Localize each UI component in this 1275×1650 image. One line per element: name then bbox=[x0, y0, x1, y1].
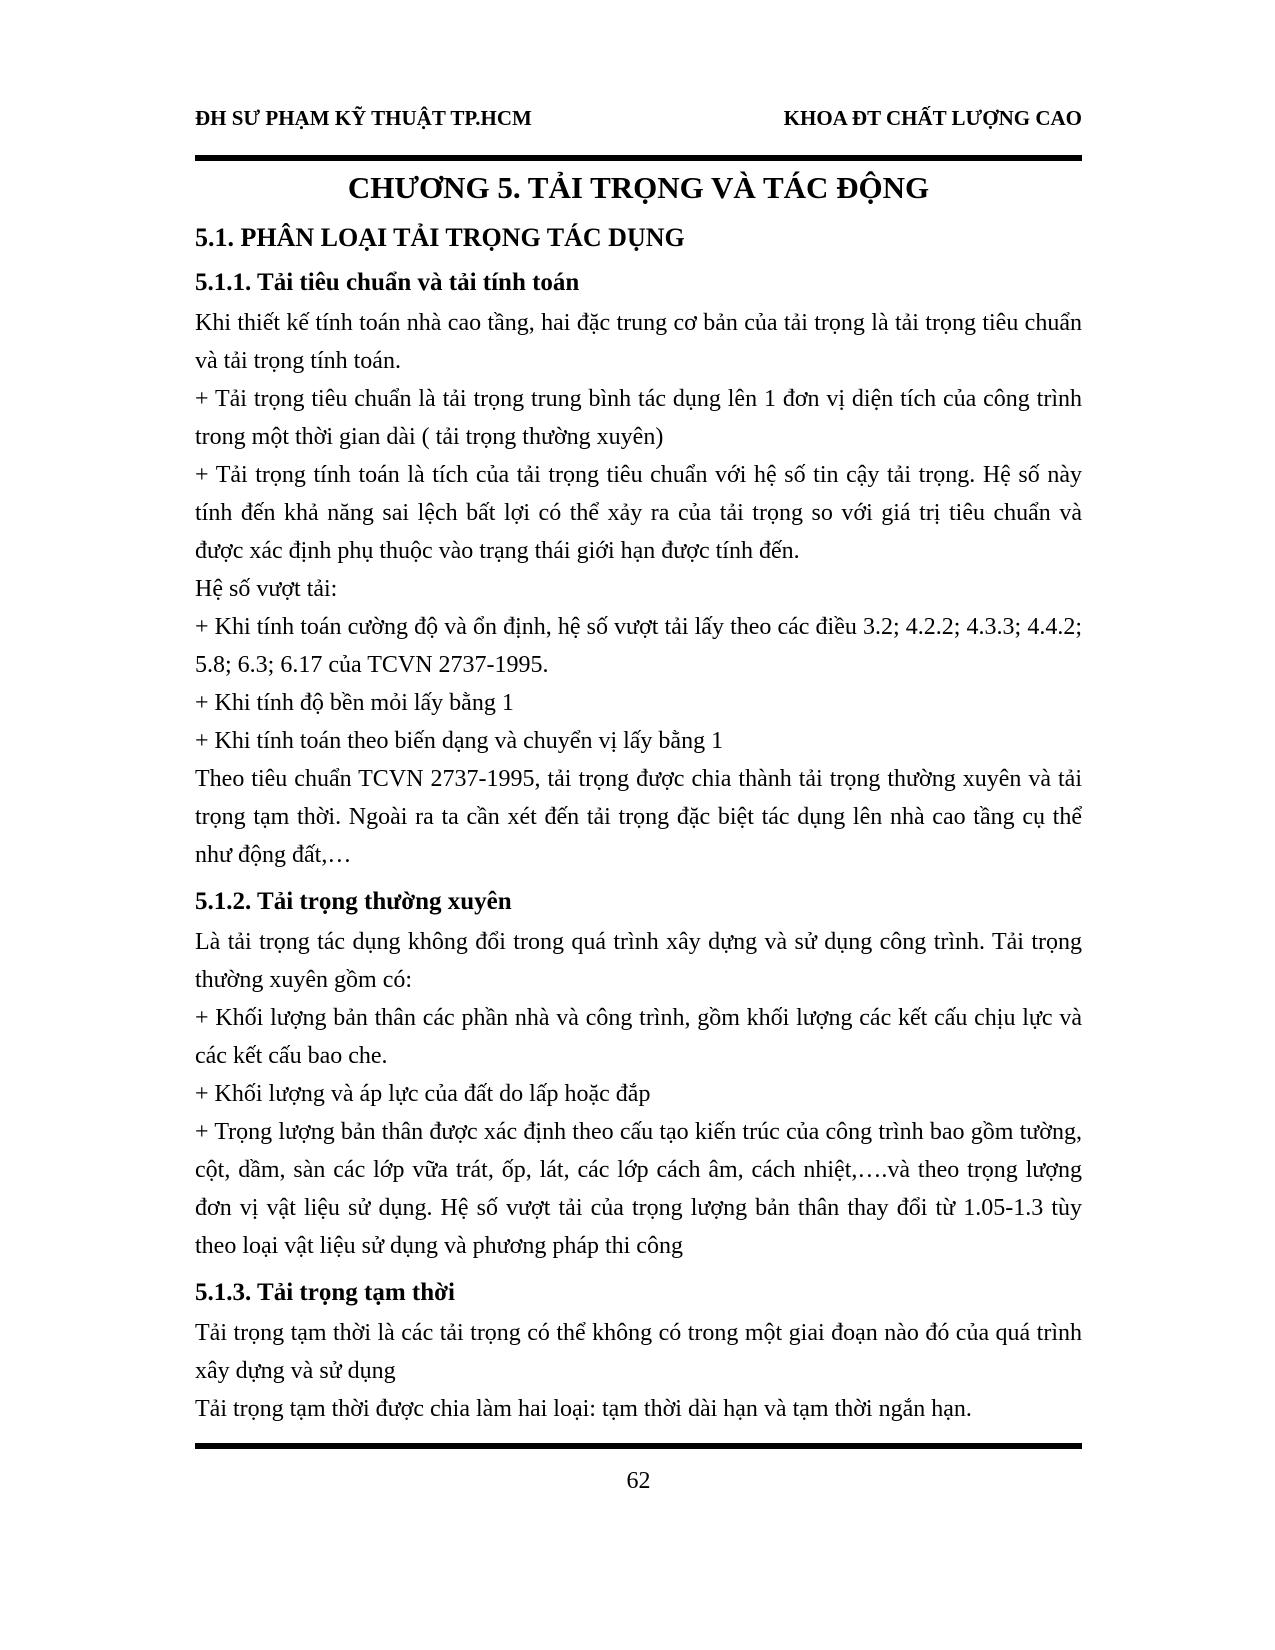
paragraph: + Khi tính độ bền mỏi lấy bằng 1 bbox=[195, 690, 514, 716]
paragraph: Hệ số vượt tải: bbox=[195, 576, 338, 602]
paragraph: Theo tiêu chuẩn TCVN 2737-1995, tải trọng được chia thành tải trọng thường xuyên và tải trọng tạm thời. Ngoài ra ta cần xét đến tải trọng đặc biệt tác dụng lên nhà cao tầng cụ thể như động đất,… bbox=[195, 766, 1082, 868]
page-footer bbox=[195, 1443, 1082, 1496]
paragraph: + Tải trọng tiêu chuẩn là tải trọng trung bình tác dụng lên 1 đơn vị diện tích của công trình trong một thời gian dài ( tải trọng thường xuyên) bbox=[195, 386, 1082, 450]
paragraph: + Khi tính toán theo biến dạng và chuyển vị lấy bằng 1 bbox=[195, 728, 724, 754]
chapter-title: CHƯƠNG 5. TẢI TRỌNG VÀ TÁC ĐỘNG bbox=[347, 170, 930, 205]
paragraph: Tải trọng tạm thời được chia làm hai loại: tạm thời dài hạn và tạm thời ngắn hạn. bbox=[195, 1396, 972, 1422]
section-heading-5-1: 5.1. PHÂN LOẠI TẢI TRỌNG TÁC DỤNG bbox=[195, 223, 685, 252]
page-content bbox=[195, 0, 1082, 1428]
paragraph: Tải trọng tạm thời là các tải trọng có thể không có trong một giai đoạn nào đó của quá trình xây dựng và sử dụng bbox=[195, 1320, 1082, 1384]
paragraph: + Khối lượng bản thân các phần nhà và công trình, gồm khối lượng các kết cấu chịu lực và các kết cấu bao che. bbox=[195, 1005, 1082, 1069]
subsection-heading-5-1-2: 5.1.2. Tải trọng thường xuyên bbox=[195, 888, 512, 915]
header-rule bbox=[195, 155, 1082, 161]
paragraph: + Khối lượng và áp lực của đất do lấp hoặc đắp bbox=[195, 1081, 651, 1107]
paragraph: + Trọng lượng bản thân được xác định theo cấu tạo kiến trúc của công trình bao gồm tường, cột, dầm, sàn các lớp vữa trát, ốp, lát, các lớp cách âm, cách nhiệt,….và theo trọng lượng đơn vị vật liệu sử dụng. Hệ số vượt tải của trọng lượng bản thân thay đổi từ 1.05-1.3 tùy theo loại vật liệu sử dụng và phương pháp thi công bbox=[195, 1119, 1082, 1259]
paragraph: + Khi tính toán cường độ và ổn định, hệ số vượt tải lấy theo các điều 3.2; 4.2.2; 4.3.3; 4.4.2; 5.8; 6.3; 6.17 của TCVN 2737-1995. bbox=[195, 614, 1082, 678]
paragraph: Là tải trọng tác dụng không đổi trong quá trình xây dựng và sử dụng công trình. Tải trọng thường xuyên gồm có: bbox=[195, 929, 1082, 993]
subsection-heading-5-1-3: 5.1.3. Tải trọng tạm thời bbox=[195, 1279, 455, 1306]
subsection-heading-5-1-1: 5.1.1. Tải tiêu chuẩn và tải tính toán bbox=[195, 269, 580, 296]
header-left-text: ĐH SƯ PHẠM KỸ THUẬT TP.HCM bbox=[195, 106, 532, 130]
paragraph: + Tải trọng tính toán là tích của tải trọng tiêu chuẩn với hệ số tin cậy tải trọng. Hệ số này tính đến khả năng sai lệch bất lợi có thể xảy ra của tải trọng so với giá trị tiêu chuẩn và được xác định phụ thuộc vào trạng thái giới hạn được tính đến. bbox=[195, 462, 1082, 564]
footer-rule bbox=[195, 1443, 1082, 1449]
header-right-text: KHOA ĐT CHẤT LƯỢNG CAO bbox=[783, 106, 1082, 130]
page-header bbox=[195, 106, 1082, 131]
page-number: 62 bbox=[626, 1468, 651, 1494]
paragraph: Khi thiết kế tính toán nhà cao tầng, hai đặc trung cơ bản của tải trọng là tải trọng tiêu chuẩn và tải trọng tính toán. bbox=[195, 310, 1082, 374]
